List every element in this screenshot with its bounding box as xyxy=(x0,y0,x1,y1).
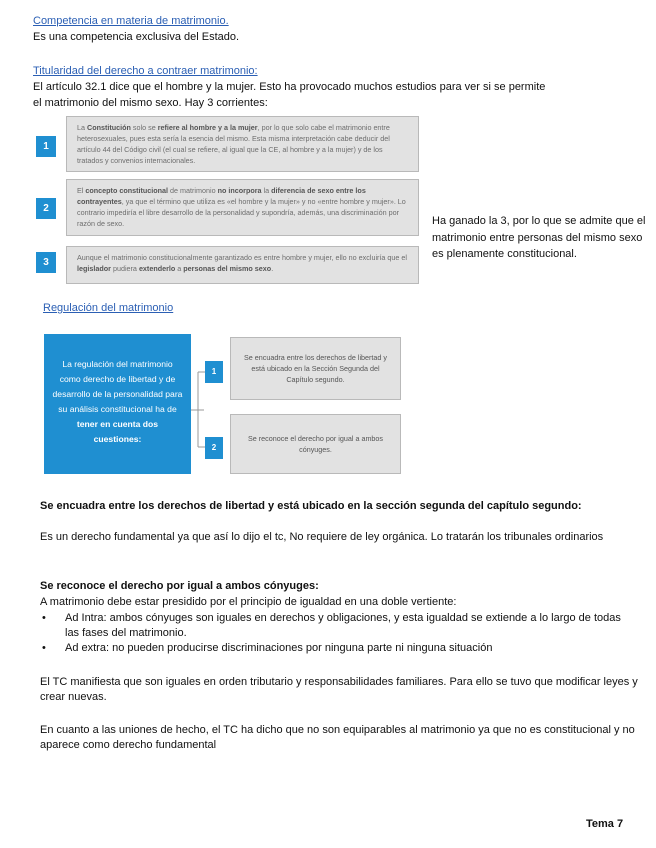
heading-regulacion: Regulación del matrimonio xyxy=(43,302,174,314)
regulacion-main-text: La regulación del matrimonio como derecho de libertad y de desarrollo de la personalidad para su análisis constitucional ha de xyxy=(52,359,183,414)
corriente-2-text-part: El xyxy=(77,186,86,195)
heading-encuadra: Se encuadra entre los derechos de libertad y está ubicado en la sección segunda del capítulo segundo: xyxy=(40,500,582,512)
footer-tema: Tema 7 xyxy=(586,818,624,830)
corriente-2-text-part: la xyxy=(261,186,272,195)
heading-titularidad: Titularidad del derecho a contraer matrimonio: xyxy=(33,65,258,77)
corriente-3-text-part: . xyxy=(271,264,274,273)
corriente-2-text-part: no incorpora xyxy=(217,186,262,195)
list-item: • Ad extra: no pueden producirse discriminaciones por ninguna parte ni ninguna situación xyxy=(40,641,630,656)
corriente-2-text-part: concepto constitucional xyxy=(85,186,169,195)
corriente-1-text-part: Constitución xyxy=(87,123,131,132)
corriente-2-number: 2 xyxy=(36,198,56,219)
regulacion-item-1-text: Se encuadra entre los derechos de libertad y está ubicado en la Sección Segunda del Capítulo segundo. xyxy=(243,353,388,384)
side-note: Ha ganado la 3, por lo que se admite que el matrimonio entre personas del mismo sexo es plenamente constitucional. xyxy=(432,215,646,260)
text-encuadra: Es un derecho fundamental ya que así lo dijo el tc, No requiere de ley orgánica. Lo tratarán los tribunales ordinarios xyxy=(40,531,604,543)
corriente-3-number: 3 xyxy=(36,252,56,273)
regulacion-item-1-card xyxy=(230,337,401,400)
regulacion-main-bold: tener en cuenta dos cuestiones: xyxy=(76,419,159,444)
corriente-1-text-part: La xyxy=(77,123,87,132)
regulacion-item-2-text: Se reconoce el derecho por igual a ambos cónyuges. xyxy=(247,434,384,454)
corriente-1-number: 1 xyxy=(36,136,56,157)
corriente-1-text-part: , por lo que solo cabe el matrimonio entre heterosexuales, pues esta sería la esencia del mismo. Esta misma interpretación cabe deducir del artículo 44 del Código civil (el cual se refiere, al igual que la CE, al hombre y a la mujer) y de los tratados y convenios internacionales. xyxy=(77,123,390,165)
text-tc-iguales: El TC manifiesta que son iguales en orden tributario y responsabilidades familiares. Para ello se tuvo que modificar leyes y crear nuevas. xyxy=(40,676,638,703)
regulacion-item-2-card xyxy=(230,414,401,474)
corriente-2-text-part: diferencia de sexo entre los contrayentes xyxy=(77,186,366,206)
corriente-3-text-part: legislador xyxy=(77,264,111,273)
text-competencia: Es una competencia exclusiva del Estado. xyxy=(33,31,240,43)
corriente-3-text-part: personas del mismo sexo xyxy=(183,264,272,273)
diagram-bracket xyxy=(191,372,205,447)
text-titularidad-line1: El artículo 32.1 dice que el hombre y la mujer. Esto ha provocado muchos estudios para ver si se permite xyxy=(33,81,546,93)
corriente-3-text-part: extenderlo xyxy=(138,264,176,273)
regulacion-item-1-number: 1 xyxy=(205,361,223,383)
heading-competencia: Competencia en materia de matrimonio. xyxy=(33,15,229,27)
reconoce-bullet-list xyxy=(40,611,630,656)
corriente-3-text-part: Aunque el matrimonio constitucionalmente garantizado es entre hombre y mujer, ello no excluiría que el xyxy=(77,253,408,262)
text-titularidad-line2: el matrimonio del mismo sexo. Hay 3 corrientes: xyxy=(33,97,268,109)
corriente-2-text-part: de matrimonio xyxy=(168,186,218,195)
text-reconoce-intro: A matrimonio debe estar presidido por el principio de igualdad en una doble vertiente: xyxy=(40,596,457,608)
corriente-3-text-part: a xyxy=(175,264,184,273)
text-uniones-hecho: En cuanto a las uniones de hecho, el TC ha dicho que no son equiparables al matrimonio ya que no es constitucional y no aparece como derecho fundamental xyxy=(40,724,635,751)
corriente-1-text-part: solo se xyxy=(130,123,158,132)
corriente-2-text-part: , ya que el término que utiliza es «el hombre y la mujer» y no «entre hombre y mujer». Lo contrario impediría el libre desarrollo de la personalidad y supondría, además, una discriminación por razón de sexo. xyxy=(77,197,406,228)
corriente-3-text-part: pudiera xyxy=(110,264,139,273)
list-item: • Ad Intra: ambos cónyuges son iguales en derechos y obligaciones, y esta igualdad se extiende a lo largo de todas las fases del matrimonio. xyxy=(40,611,630,641)
corriente-1-text-part: refiere al hombre y a la mujer xyxy=(157,123,258,132)
regulacion-item-2-number: 2 xyxy=(205,437,223,459)
heading-reconoce: Se reconoce el derecho por igual a ambos cónyuges: xyxy=(40,580,319,592)
